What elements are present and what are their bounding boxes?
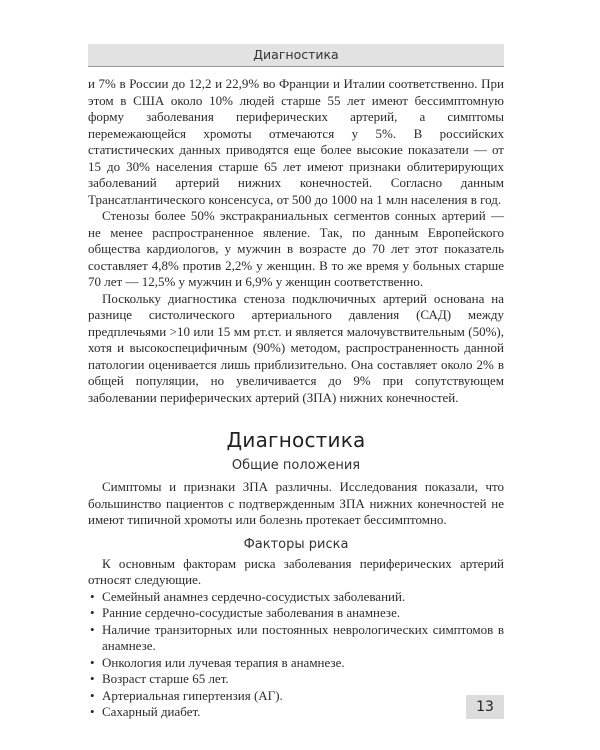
bullet-icon: • — [90, 687, 95, 703]
list-item — [88, 589, 504, 606]
paragraph: Симптомы и признаки ЗПА различны. Исследования показали, что большинство пациентов с подтвержденным ЗПА нижних конечностей не имеют типичной хромоты или болезнь протекает бессимптомно. — [88, 479, 504, 527]
page-body — [88, 76, 504, 721]
list-item-text: Семейный анамнез сердечно-сосудистых заболеваний. — [102, 588, 406, 604]
section-title: Диагностика — [226, 428, 366, 452]
paragraph: Стенозы более 50% экстракраниальных сегментов сонных артерий — не менее распространенное явление. Так, по данным Европейского общества кардиологов, у мужчин в возрасте до 70 лет этот показатель составляет 4,8% против 2,2% у женщин. В то же время у больных старше 70 лет — 12,5% у мужчин и 6,9% у женщин соответственно. — [88, 208, 504, 289]
bullet-icon: • — [90, 671, 95, 686]
list-item-text: Сахарный диабет. — [102, 704, 201, 719]
list-item — [88, 605, 504, 622]
list-item — [88, 655, 504, 672]
bullet-icon: • — [90, 704, 95, 719]
list-item-text: Возраст старше 65 лет. — [102, 671, 229, 686]
paragraph: К основным факторам риска заболевания периферических артерий относят следующие. — [88, 555, 504, 587]
list-item — [88, 704, 504, 721]
subsection-heading-risk: Факторы риска — [243, 536, 349, 552]
subsection-heading-general: Общие положения — [231, 458, 361, 473]
running-header: Диагностика — [88, 44, 504, 67]
paragraph: и 7% в России до 12,2 и 22,9% во Франции и Италии соответственно. При этом в США около 10% людей старше 55 лет имеют бессимптомную форму заболевания периферических артерий, а симптомы перемежающейся хромоты отмечаются у 5%. В российских статистических данных приводятся еще более высокие показатели — от 15 до 30% населения старше 65 лет имеют признаки облитерирующих заболеваний артерий нижних конечностей. Согласно данным Трансатлантического консенсуса, от 500 до 1000 на 1 млн населения в год. — [88, 76, 504, 207]
list-item-text: Ранние сердечно-сосудистые заболевания в анамнезе. — [102, 605, 401, 620]
list-item-text: Артериальная гипертензия (АГ). — [102, 687, 283, 703]
list-item — [88, 622, 504, 655]
bullet-icon: • — [90, 654, 95, 670]
risk-factor-list — [88, 589, 504, 721]
bullet-icon: • — [90, 588, 95, 604]
bullet-icon: • — [90, 605, 95, 620]
bullet-icon: • — [90, 621, 95, 637]
list-item-text: Наличие транзиторных или постоянных неврологических симптомов в анамнезе. — [102, 621, 504, 653]
list-item — [88, 671, 504, 688]
page-number: 13 — [466, 695, 504, 719]
list-item-text: Онкология или лучевая терапия в анамнезе. — [102, 654, 345, 670]
paragraph: Поскольку диагностика стеноза подключичных артерий основана на разнице систолического артериального давления (САД) между предплечьями >10 или 15 мм рт.ст. и является малочувствительным (50%), хотя и высокоспецифичным (90%) методом, распространенность данной патологии оценивается лишь приблизительно. Она составляет около 2% в общей популяции, но увеличивается до 9% при сопутствующем заболевании периферических артерий (ЗПА) нижних конечностей. — [88, 290, 504, 405]
list-item — [88, 688, 504, 705]
